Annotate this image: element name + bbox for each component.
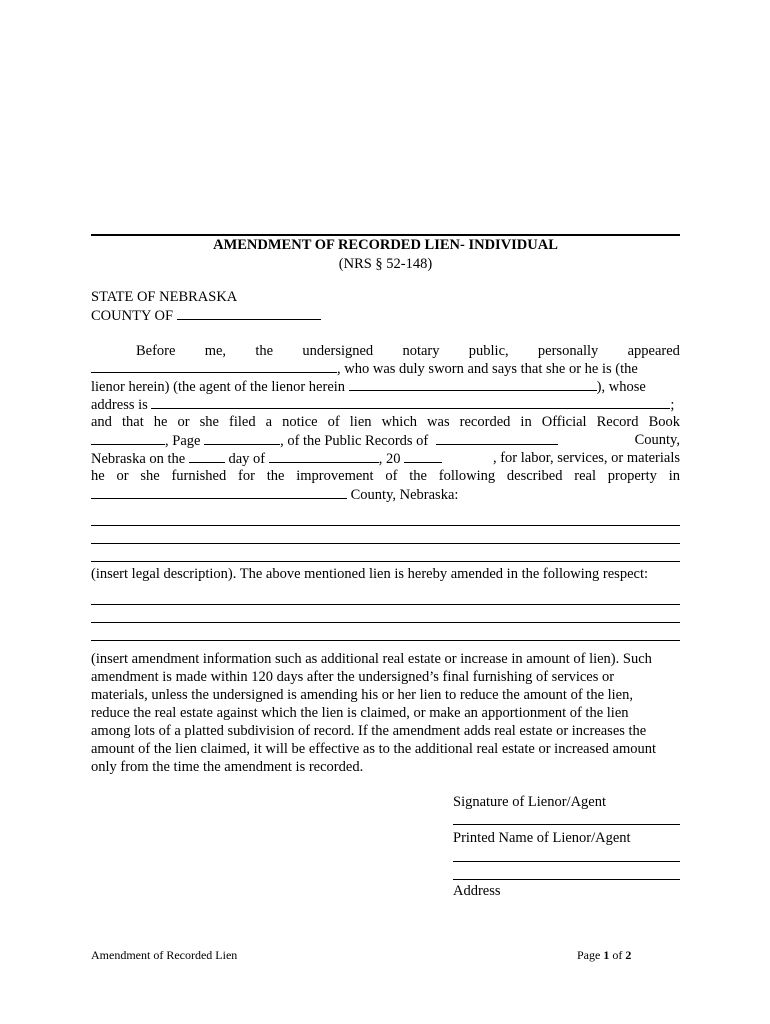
body-text: ; [670,397,675,413]
printed-name-label: Printed Name of Lienor/Agent [453,830,631,846]
document-title: AMENDMENT OF RECORDED LIEN- INDIVIDUAL [213,237,558,253]
body-text: County, Nebraska: [350,487,459,503]
year-blank[interactable] [404,449,442,463]
legal-description-line[interactable] [91,561,680,562]
signature-label: Signature of Lienor/Agent [453,794,607,810]
body-text: , 20 [378,451,401,467]
body-line-6 [91,431,680,450]
state-line: STATE OF NEBRASKA [91,289,238,305]
statute-reference: (NRS § 52-148) [338,256,433,272]
body-text: ), whose [596,379,646,395]
body-line-9 [91,485,458,504]
body-line-1 [91,342,680,360]
amendment-text-line: materials, unless the undersigned is amending his or her lien to reduce the amount of the lien, [91,687,633,703]
legal-description-caption: (insert legal description). The above mentioned lien is hereby amended in the following respect: [91,566,649,582]
page-of: of [612,948,623,962]
county-line [91,306,321,325]
page-number-blank[interactable] [204,431,280,445]
address-line[interactable] [453,879,680,880]
records-county-blank[interactable] [436,431,558,445]
amendment-line[interactable] [91,640,680,641]
body-word: Before [136,343,176,359]
amendment-line[interactable] [91,622,680,623]
day-blank[interactable] [189,449,225,463]
property-county-blank[interactable] [91,485,347,499]
amendment-text-line: only from the time the amendment is recorded. [91,759,364,775]
body-word: notary [402,343,440,359]
printed-name-line[interactable] [453,861,680,862]
body-text: address is [91,397,148,413]
body-word: the [255,343,274,359]
body-word: appeared [627,343,680,359]
body-line-2 [91,359,638,378]
body-word: public, [468,343,509,359]
county-blank[interactable] [177,306,321,320]
body-line-4 [91,395,674,414]
amendment-text-line: amendment is made within 120 days after the undersigned’s final furnishing of services or [91,669,615,685]
body-line-8: he or she furnished for the improvement of the following described real property in [91,468,680,484]
county-label: COUNTY OF [91,308,174,324]
body-text: , who was duly sworn and says that she or he is (the [337,361,638,377]
amendment-text-line: amount of the lien claimed, it will be effective as to the additional real estate or increased amount [91,741,657,757]
body-line-5: and that he or she filed a notice of lien which was recorded in Official Record Book [91,414,680,430]
body-text: , Page [165,433,201,449]
page-prefix: Page [577,948,601,962]
amendment-text-line: (insert amendment information such as additional real estate or increase in amount of lien). Such [91,651,652,667]
legal-description-line[interactable] [91,543,680,544]
body-text: , of the Public Records of [280,433,429,449]
body-word: me, [204,343,227,359]
amendment-text-line: among lots of a platted subdivision of record. If the amendment adds real estate or increases the [91,723,647,739]
body-text: lienor herein) (the agent of the lienor herein [91,379,346,395]
month-blank[interactable] [269,449,379,463]
body-word: personally [537,343,599,359]
address-blank[interactable] [151,395,670,409]
body-text: , for labor, services, or materials [492,450,680,466]
footer-page-number [577,947,631,963]
record-book-blank[interactable] [91,431,165,445]
amendment-line[interactable] [91,604,680,605]
amendment-text-line: reduce the real estate against which the lien is claimed, or make an apportionment of the lien [91,705,629,721]
body-line-3 [91,377,646,396]
page-total: 2 [625,948,632,962]
footer-document-name: Amendment of Recorded Lien [91,948,238,962]
page-current: 1 [603,948,610,962]
body-text: Nebraska on the [91,451,186,467]
body-text: County, [634,432,680,448]
body-text: day of [228,451,266,467]
agent-name-blank[interactable] [349,377,597,391]
body-line-7 [91,449,680,468]
body-word: undersigned [302,343,374,359]
address-label: Address [453,883,501,899]
legal-description-line[interactable] [91,525,680,526]
appeared-name-blank[interactable] [91,359,337,373]
signature-line[interactable] [453,824,680,825]
